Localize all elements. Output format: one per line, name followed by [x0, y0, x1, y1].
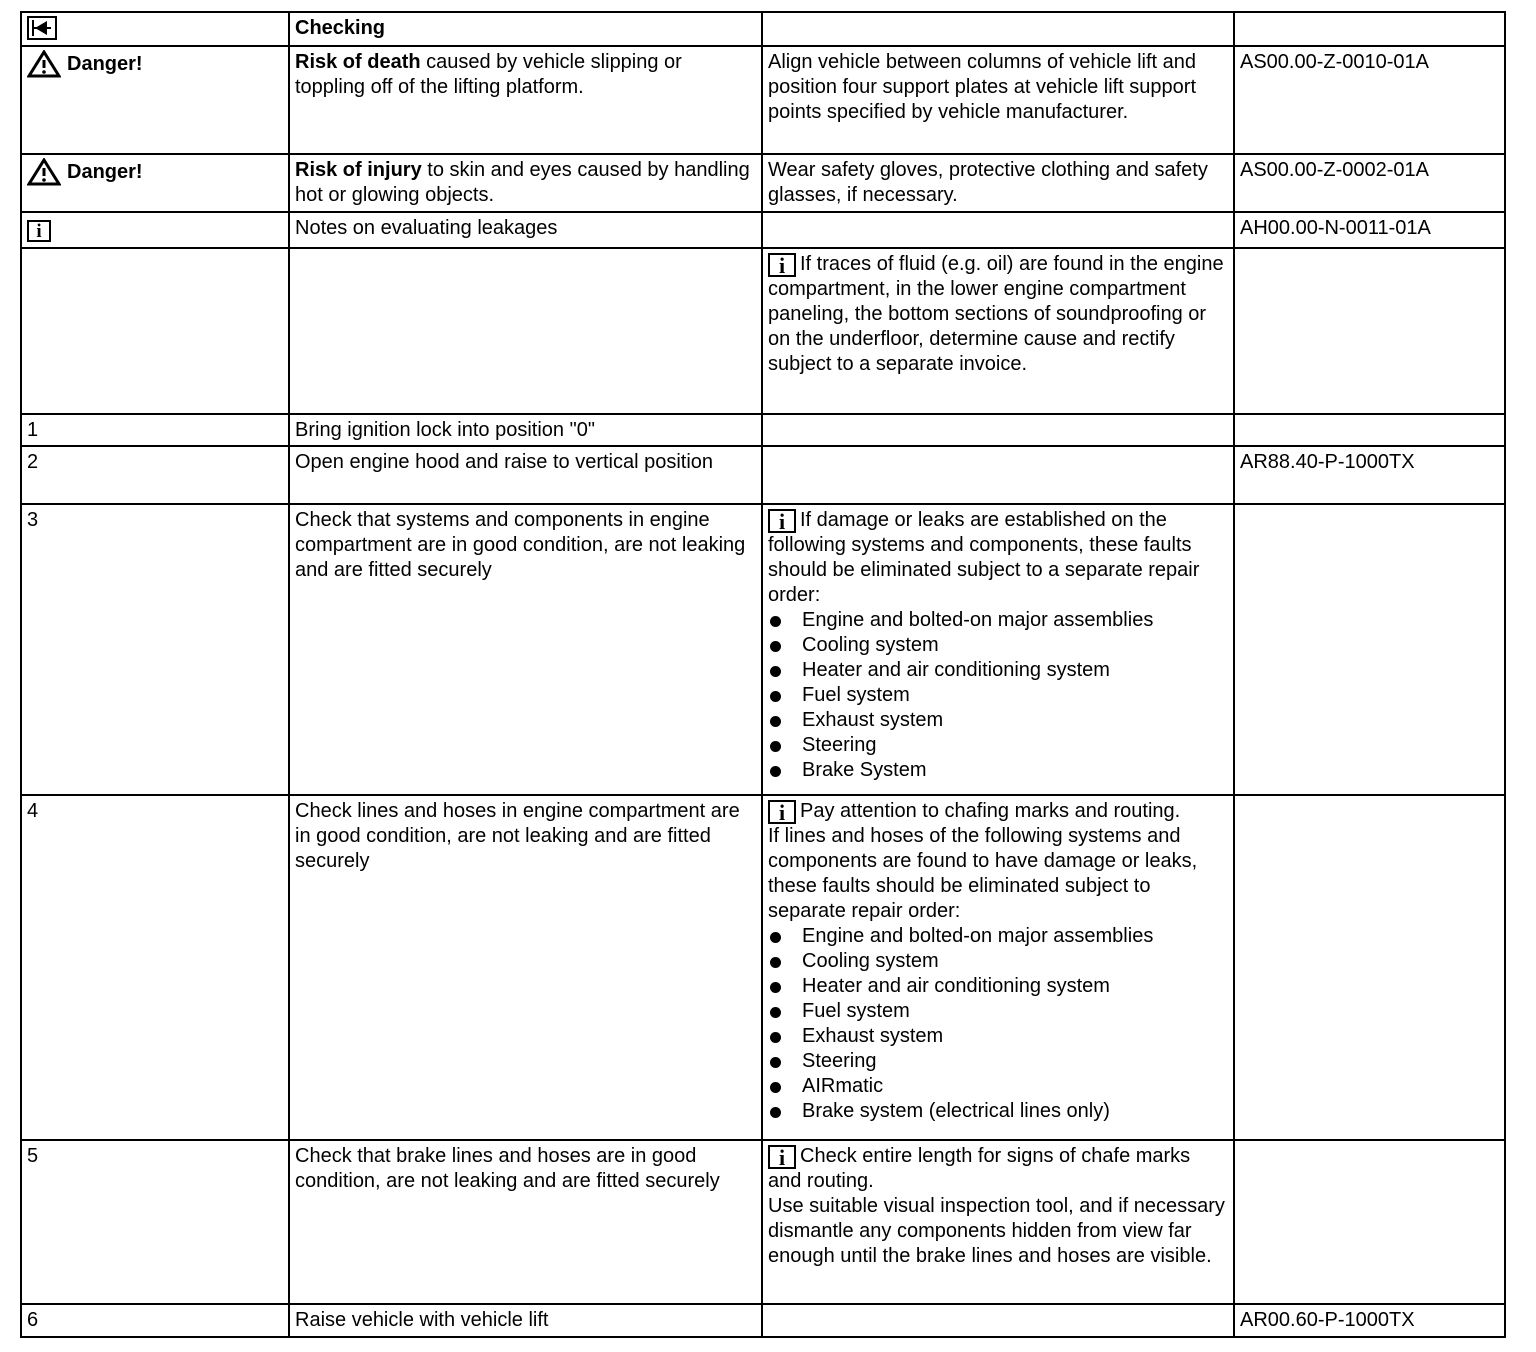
step-number: 3 — [21, 504, 289, 795]
list-item: Brake System — [768, 758, 1228, 783]
list-item: Heater and air conditioning system — [768, 658, 1228, 683]
header-row — [21, 12, 1505, 46]
step-ref — [1234, 1140, 1505, 1304]
step-text: Open engine hood and raise to vertical position — [289, 446, 762, 504]
step-number: 1 — [21, 414, 289, 446]
note-icon-cell — [21, 212, 289, 248]
warning-title: Risk of death — [295, 51, 421, 73]
step-row — [21, 795, 1505, 1140]
note-detail-empty — [289, 248, 762, 414]
step-text: Check that brake lines and hoses are in good condition, are not leaking and are fitted securely — [289, 1140, 762, 1304]
step-info — [762, 446, 1234, 504]
step-number: 6 — [21, 1304, 289, 1337]
step-row — [21, 1304, 1505, 1337]
step-info-text: If damage or leaks are established on the following systems and components, these faults should be eliminated subject to a separate repair order: — [768, 509, 1200, 606]
info-icon: i — [768, 509, 796, 533]
info-icon: i — [768, 1145, 796, 1169]
warning-text: caused by vehicle slipping or toppling off of the lifting platform. — [295, 51, 682, 98]
step-text: Check that systems and components in engine compartment are in good condition, are not leaking and are fitted securely — [289, 504, 762, 795]
step-info — [762, 414, 1234, 446]
list-item: Brake system (electrical lines only) — [768, 1099, 1228, 1124]
note-detail-empty — [1234, 248, 1505, 414]
system-list — [768, 924, 1228, 1124]
procedure-table — [20, 11, 1506, 1338]
step-text: Bring ignition lock into position "0" — [289, 414, 762, 446]
step-number: 2 — [21, 446, 289, 504]
warning-action: Wear safety gloves, protective clothing and safety glasses, if necessary. — [762, 154, 1234, 212]
step-ref — [1234, 504, 1505, 795]
note-detail-row — [21, 248, 1505, 414]
warning-row — [21, 46, 1505, 154]
note-row — [21, 212, 1505, 248]
step-ref: AR88.40-P-1000TX — [1234, 446, 1505, 504]
warning-label-cell — [21, 154, 289, 212]
step-info — [762, 1304, 1234, 1337]
note-empty — [762, 212, 1234, 248]
warning-triangle-icon — [27, 50, 61, 78]
list-item: Cooling system — [768, 633, 1228, 658]
step-text: Check lines and hoses in engine compartment are in good condition, are not leaking and are fitted securely — [289, 795, 762, 1140]
step-ref — [1234, 795, 1505, 1140]
list-item: Exhaust system — [768, 1024, 1228, 1049]
note-detail — [762, 248, 1234, 414]
note-text: Notes on evaluating leakages — [289, 212, 762, 248]
info-icon: i — [768, 800, 796, 824]
list-item: Engine and bolted-on major assemblies — [768, 608, 1228, 633]
warning-text: to skin and eyes caused by handling hot or glowing objects. — [295, 159, 750, 206]
step-row — [21, 414, 1505, 446]
step-row — [21, 446, 1505, 504]
note-ref: AH00.00-N-0011-01A — [1234, 212, 1505, 248]
step-info-text-2: If lines and hoses of the following systems and components are found to have damage or leaks, these faults should be eliminated subject to separate repair order: — [768, 825, 1198, 922]
info-icon: i — [27, 220, 51, 242]
step-info-text-2: Use suitable visual inspection tool, and if necessary dismantle any components hidden from view far enough until the brake lines and hoses are visible. — [768, 1195, 1225, 1267]
warning-description — [289, 154, 762, 212]
step-ref — [1234, 414, 1505, 446]
danger-label: Danger! — [67, 160, 143, 183]
list-item: Steering — [768, 1049, 1228, 1074]
step-info-text: Check entire length for signs of chafe marks and routing. — [768, 1145, 1191, 1192]
warning-ref: AS00.00-Z-0010-01A — [1234, 46, 1505, 154]
step-info-text: Pay attention to chafing marks and routing. — [800, 800, 1181, 822]
list-item: AIRmatic — [768, 1074, 1228, 1099]
back-arrow-icon[interactable] — [27, 16, 57, 40]
warning-ref: AS00.00-Z-0002-01A — [1234, 154, 1505, 212]
list-item: Exhaust system — [768, 708, 1228, 733]
step-row — [21, 1140, 1505, 1304]
danger-label: Danger! — [67, 52, 143, 75]
header-empty — [762, 12, 1234, 46]
warning-action: Align vehicle between columns of vehicle lift and position four support plates at vehicle lift support points specified by vehicle manufacturer. — [762, 46, 1234, 154]
list-item: Heater and air conditioning system — [768, 974, 1228, 999]
warning-triangle-icon — [27, 158, 61, 186]
step-info — [762, 1140, 1234, 1304]
step-info — [762, 795, 1234, 1140]
warning-row — [21, 154, 1505, 212]
list-item: Fuel system — [768, 999, 1228, 1024]
header-title: Checking — [289, 12, 762, 46]
note-detail-empty — [21, 248, 289, 414]
note-detail-text: If traces of fluid (e.g. oil) are found in the engine compartment, in the lower engine compartment paneling, the bottom sections of soundproofing or on the underfloor, determine cause and rectify subject to a separate invoice. — [768, 253, 1224, 375]
step-row — [21, 504, 1505, 795]
list-item: Fuel system — [768, 683, 1228, 708]
step-number: 5 — [21, 1140, 289, 1304]
info-icon: i — [768, 253, 796, 277]
header-icon-cell — [21, 12, 289, 46]
list-item: Engine and bolted-on major assemblies — [768, 924, 1228, 949]
step-ref: AR00.60-P-1000TX — [1234, 1304, 1505, 1337]
step-text: Raise vehicle with vehicle lift — [289, 1304, 762, 1337]
header-empty — [1234, 12, 1505, 46]
step-info — [762, 504, 1234, 795]
system-list — [768, 608, 1228, 783]
list-item: Cooling system — [768, 949, 1228, 974]
warning-label-cell — [21, 46, 289, 154]
warning-title: Risk of injury — [295, 159, 422, 181]
step-number: 4 — [21, 795, 289, 1140]
list-item: Steering — [768, 733, 1228, 758]
warning-description — [289, 46, 762, 154]
